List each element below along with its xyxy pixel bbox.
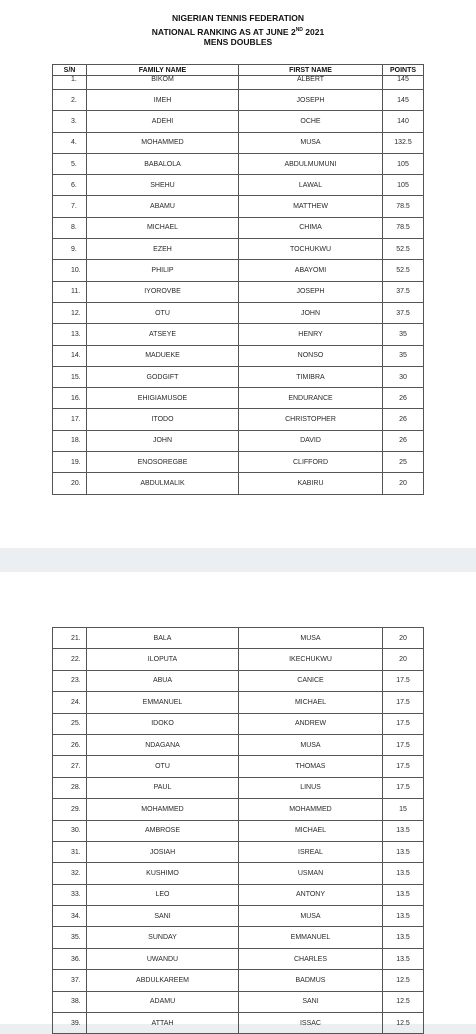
cell-first-name: THOMAS	[239, 756, 383, 777]
cell-sn: 10.	[53, 260, 87, 281]
cell-sn: 19.	[53, 452, 87, 473]
cell-first-name: USMAN	[239, 863, 383, 884]
cell-sn: 3.	[53, 111, 87, 132]
ranking-table-page-2	[52, 627, 424, 1034]
cell-sn: 14.	[53, 345, 87, 366]
cell-family-name: ABAMU	[87, 196, 239, 217]
cell-first-name: TOCHUKWU	[239, 239, 383, 260]
cell-points: 145	[383, 90, 424, 111]
cell-sn: 34.	[53, 906, 87, 927]
cell-first-name: JOSEPH	[239, 90, 383, 111]
cell-family-name: SHEHU	[87, 175, 239, 196]
cell-sn: 31.	[53, 841, 87, 862]
cell-first-name: ISSAC	[239, 1013, 383, 1034]
cell-points: 13.5	[383, 841, 424, 862]
cell-points: 105	[383, 153, 424, 174]
cell-family-name: LEO	[87, 884, 239, 905]
ranking-title-suffix: ND	[295, 27, 303, 33]
cell-family-name: PAUL	[87, 777, 239, 798]
cell-sn: 22.	[53, 649, 87, 670]
table-row	[53, 948, 424, 969]
cell-sn: 1.	[53, 76, 87, 90]
cell-points: 145	[383, 76, 424, 90]
cell-sn: 18.	[53, 430, 87, 451]
cell-family-name: NDAGANA	[87, 734, 239, 755]
cell-family-name: MOHAMMED	[87, 799, 239, 820]
cell-sn: 37.	[53, 970, 87, 991]
cell-sn: 6.	[53, 175, 87, 196]
table-row	[53, 111, 424, 132]
table-row	[53, 799, 424, 820]
table-row	[53, 884, 424, 905]
cell-sn: 28.	[53, 777, 87, 798]
table-row	[53, 430, 424, 451]
cell-first-name: MICHAEL	[239, 692, 383, 713]
cell-sn: 9.	[53, 239, 87, 260]
cell-points: 52.5	[383, 239, 424, 260]
table-row	[53, 970, 424, 991]
cell-family-name: EZEH	[87, 239, 239, 260]
table-row	[53, 820, 424, 841]
cell-family-name: ATTAH	[87, 1013, 239, 1034]
cell-sn: 17.	[53, 409, 87, 430]
cell-points: 35	[383, 345, 424, 366]
cell-first-name: HENRY	[239, 324, 383, 345]
table-row	[53, 927, 424, 948]
cell-first-name: JOHN	[239, 302, 383, 323]
cell-first-name: MOHAMMED	[239, 799, 383, 820]
cell-family-name: JOSIAH	[87, 841, 239, 862]
cell-points: 78.5	[383, 196, 424, 217]
cell-family-name: BALA	[87, 628, 239, 649]
cell-sn: 11.	[53, 281, 87, 302]
cell-points: 132.5	[383, 132, 424, 153]
cell-sn: 35.	[53, 927, 87, 948]
cell-first-name: LAWAL	[239, 175, 383, 196]
cell-family-name: IYOROVBE	[87, 281, 239, 302]
cell-first-name: MATTHEW	[239, 196, 383, 217]
cell-first-name: JOSEPH	[239, 281, 383, 302]
cell-first-name: BADMUS	[239, 970, 383, 991]
cell-sn: 4.	[53, 132, 87, 153]
cell-family-name: ADEHI	[87, 111, 239, 132]
table-row	[53, 345, 424, 366]
cell-points: 25	[383, 452, 424, 473]
cell-points: 12.5	[383, 1013, 424, 1034]
table-row	[53, 90, 424, 111]
cell-sn: 13.	[53, 324, 87, 345]
cell-points: 52.5	[383, 260, 424, 281]
cell-family-name: OTU	[87, 302, 239, 323]
cell-points: 37.5	[383, 281, 424, 302]
table-row	[53, 175, 424, 196]
cell-sn: 33.	[53, 884, 87, 905]
table-row	[53, 132, 424, 153]
cell-points: 13.5	[383, 884, 424, 905]
cell-first-name: CANICE	[239, 670, 383, 691]
cell-first-name: ISREAL	[239, 841, 383, 862]
cell-first-name: CHIMA	[239, 217, 383, 238]
table-row	[53, 777, 424, 798]
cell-points: 140	[383, 111, 424, 132]
cell-first-name: ANDREW	[239, 713, 383, 734]
cell-points: 30	[383, 366, 424, 387]
cell-sn: 15.	[53, 366, 87, 387]
cell-family-name: ABUA	[87, 670, 239, 691]
table-row	[53, 756, 424, 777]
cell-sn: 16.	[53, 388, 87, 409]
table-row	[53, 302, 424, 323]
cell-sn: 21.	[53, 628, 87, 649]
cell-family-name: IMEH	[87, 90, 239, 111]
category-title: MENS DOUBLES	[203, 37, 273, 47]
table-row	[53, 863, 424, 884]
cell-family-name: UWANDU	[87, 948, 239, 969]
cell-first-name: ABAYOMI	[239, 260, 383, 281]
cell-family-name: OTU	[87, 756, 239, 777]
cell-first-name: NONSO	[239, 345, 383, 366]
cell-points: 12.5	[383, 970, 424, 991]
cell-points: 17.5	[383, 777, 424, 798]
cell-sn: 20.	[53, 473, 87, 494]
table-row	[53, 713, 424, 734]
table-row	[53, 649, 424, 670]
header-family-name: FAMILY NAME	[87, 65, 239, 76]
cell-family-name: GODGIFT	[87, 366, 239, 387]
table-row	[53, 692, 424, 713]
table-body-page-1	[53, 76, 424, 495]
ranking-title-year: 2021	[302, 26, 325, 37]
cell-sn: 27.	[53, 756, 87, 777]
cell-family-name: EMMANUEL	[87, 692, 239, 713]
table-row	[53, 153, 424, 174]
cell-sn: 12.	[53, 302, 87, 323]
cell-first-name: DAVID	[239, 430, 383, 451]
cell-points: 13.5	[383, 927, 424, 948]
cell-sn: 8.	[53, 217, 87, 238]
cell-first-name: MUSA	[239, 132, 383, 153]
cell-family-name: ABDULMALIK	[87, 473, 239, 494]
table-row	[53, 260, 424, 281]
header-points: POINTS	[383, 65, 424, 76]
ranking-title-text: NATIONAL RANKING AS AT JUNE 2	[151, 26, 296, 37]
cell-points: 17.5	[383, 756, 424, 777]
header-sn: S/N	[53, 65, 87, 76]
cell-points: 20	[383, 628, 424, 649]
table-row	[53, 76, 424, 90]
cell-sn: 32.	[53, 863, 87, 884]
cell-points: 12.5	[383, 991, 424, 1012]
cell-family-name: MOHAMMED	[87, 132, 239, 153]
table-row	[53, 196, 424, 217]
cell-family-name: EHIGIAMUSOE	[87, 388, 239, 409]
cell-first-name: ALBERT	[239, 76, 383, 90]
cell-family-name: ADAMU	[87, 991, 239, 1012]
cell-family-name: ITODO	[87, 409, 239, 430]
table-row	[53, 281, 424, 302]
cell-family-name: PHILIP	[87, 260, 239, 281]
cell-family-name: MICHAEL	[87, 217, 239, 238]
cell-family-name: ABDULKAREEM	[87, 970, 239, 991]
cell-sn: 30.	[53, 820, 87, 841]
cell-family-name: SANI	[87, 906, 239, 927]
cell-first-name: MUSA	[239, 906, 383, 927]
cell-points: 26	[383, 388, 424, 409]
cell-family-name: BABALOLA	[87, 153, 239, 174]
cell-first-name: MICHAEL	[239, 820, 383, 841]
cell-sn: 24.	[53, 692, 87, 713]
cell-sn: 39.	[53, 1013, 87, 1034]
cell-points: 15	[383, 799, 424, 820]
cell-points: 105	[383, 175, 424, 196]
table-row	[53, 409, 424, 430]
table-row	[53, 670, 424, 691]
cell-points: 20	[383, 649, 424, 670]
cell-family-name: ENOSOREGBE	[87, 452, 239, 473]
cell-sn: 5.	[53, 153, 87, 174]
cell-first-name: ANTONY	[239, 884, 383, 905]
cell-family-name: AMBROSE	[87, 820, 239, 841]
cell-first-name: SANI	[239, 991, 383, 1012]
cell-points: 26	[383, 430, 424, 451]
cell-family-name: ATSEYE	[87, 324, 239, 345]
table-header-row	[53, 65, 424, 76]
table-row	[53, 217, 424, 238]
cell-first-name: MUSA	[239, 628, 383, 649]
cell-family-name: JOHN	[87, 430, 239, 451]
cell-sn: 23.	[53, 670, 87, 691]
table-row	[53, 388, 424, 409]
table-row	[53, 734, 424, 755]
cell-sn: 7.	[53, 196, 87, 217]
cell-points: 13.5	[383, 820, 424, 841]
cell-family-name: ILOPUTA	[87, 649, 239, 670]
cell-sn: 26.	[53, 734, 87, 755]
table-row	[53, 1013, 424, 1034]
cell-first-name: CLIFFORD	[239, 452, 383, 473]
cell-sn: 36.	[53, 948, 87, 969]
cell-points: 13.5	[383, 906, 424, 927]
cell-sn: 29.	[53, 799, 87, 820]
cell-first-name: MUSA	[239, 734, 383, 755]
cell-first-name: TIMIBRA	[239, 366, 383, 387]
table-row	[53, 452, 424, 473]
cell-first-name: CHARLES	[239, 948, 383, 969]
table-row	[53, 991, 424, 1012]
cell-points: 17.5	[383, 692, 424, 713]
federation-title: NIGERIAN TENNIS FEDERATION	[171, 13, 305, 23]
cell-points: 26	[383, 409, 424, 430]
cell-first-name: ENDURANCE	[239, 388, 383, 409]
table-row	[53, 906, 424, 927]
cell-family-name: SUNDAY	[87, 927, 239, 948]
table-body-page-2	[53, 628, 424, 1034]
cell-points: 37.5	[383, 302, 424, 323]
table-row	[53, 239, 424, 260]
cell-points: 13.5	[383, 863, 424, 884]
cell-points: 17.5	[383, 670, 424, 691]
cell-first-name: EMMANUEL	[239, 927, 383, 948]
cell-points: 17.5	[383, 734, 424, 755]
cell-sn: 38.	[53, 991, 87, 1012]
cell-first-name: LINUS	[239, 777, 383, 798]
cell-points: 13.5	[383, 948, 424, 969]
table-row	[53, 324, 424, 345]
header-first-name: FIRST NAME	[239, 65, 383, 76]
cell-sn: 25.	[53, 713, 87, 734]
table-row	[53, 841, 424, 862]
cell-points: 35	[383, 324, 424, 345]
cell-points: 78.5	[383, 217, 424, 238]
table-row	[53, 473, 424, 494]
cell-family-name: IDOKO	[87, 713, 239, 734]
cell-points: 17.5	[383, 713, 424, 734]
cell-points: 20	[383, 473, 424, 494]
cell-sn: 2.	[53, 90, 87, 111]
cell-first-name: CHRISTOPHER	[239, 409, 383, 430]
table-row	[53, 628, 424, 649]
ranking-table-page-1	[52, 64, 424, 495]
cell-family-name: KUSHIMO	[87, 863, 239, 884]
cell-first-name: OCHE	[239, 111, 383, 132]
table-row	[53, 366, 424, 387]
cell-first-name: KABIRU	[239, 473, 383, 494]
cell-family-name: MADUEKE	[87, 345, 239, 366]
cell-first-name: IKECHUKWU	[239, 649, 383, 670]
cell-first-name: ABDULMUMUNI	[239, 153, 383, 174]
cell-family-name: BIKOM	[87, 76, 239, 90]
